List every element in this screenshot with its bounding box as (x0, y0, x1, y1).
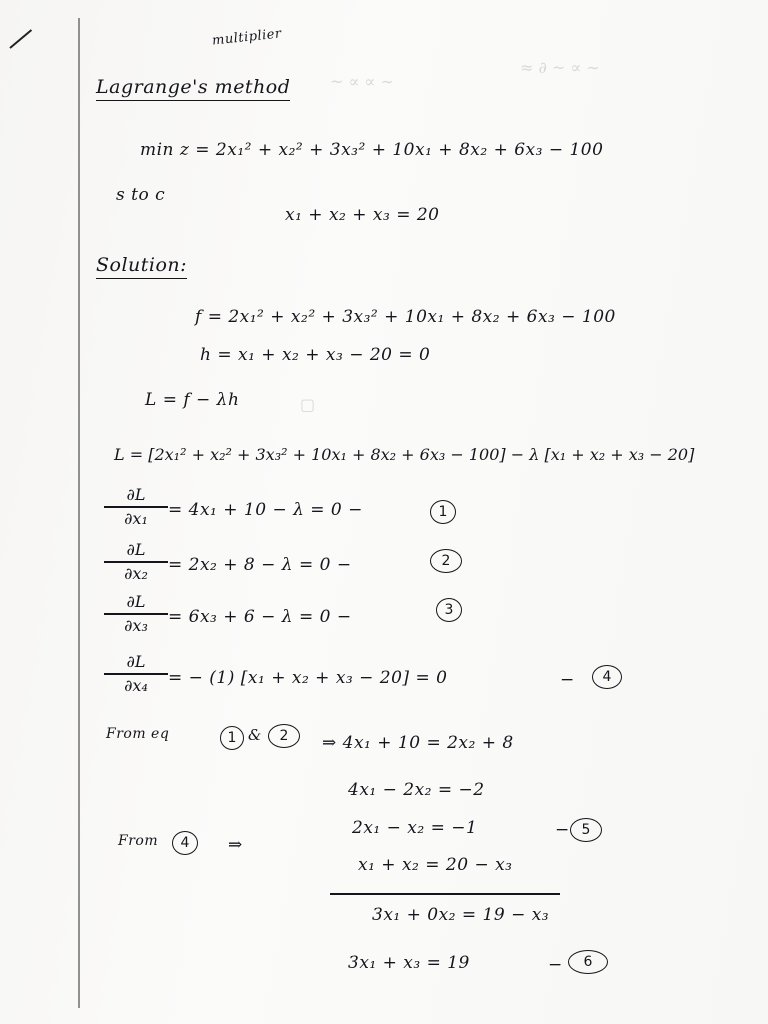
denominator: ∂x₄ (124, 675, 148, 695)
denominator: ∂x₁ (124, 508, 148, 528)
lagrangian-full: L = [2x₁² + x₂² + 3x₃² + 10x₁ + 8x₂ + 6x₃ − 100] − λ [x₁ + x₂ + x₃ − 20] (114, 445, 695, 464)
denominator: ∂x₂ (124, 563, 148, 583)
derivation-step-2: 4x₁ − 2x₂ = −2 (348, 780, 485, 800)
numerator: ∂L (126, 592, 146, 611)
from-label: From (118, 833, 159, 849)
addition-rule (330, 893, 560, 895)
dash: − (555, 820, 570, 840)
fraction-bar (104, 673, 168, 675)
equation-number: 3 (436, 598, 462, 622)
derivation-step-5: 3x₁ + 0x₂ = 19 − x₃ (372, 905, 550, 925)
fraction (104, 652, 168, 696)
constraint: x₁ + x₂ + x₃ = 20 (285, 205, 440, 225)
lagrangian-short: L = f − λh (145, 390, 240, 410)
equation-body: = 4x₁ + 10 − λ = 0 − (168, 500, 363, 520)
fraction-bar (104, 561, 168, 563)
dash: − (548, 955, 563, 975)
bleed-through-text: ~ ∝ ∝ ∼ (330, 72, 394, 91)
solution-label: Solution: (96, 254, 187, 279)
insert-word: multiplier (211, 26, 283, 49)
derivation-step-4: x₁ + x₂ = 20 − x₃ (358, 855, 513, 875)
dash: − (560, 670, 575, 690)
from-eq-label: From eq (106, 726, 170, 742)
fraction (104, 592, 168, 636)
equation-body: = − (1) [x₁ + x₂ + x₃ − 20] = 0 (168, 668, 448, 688)
f-definition: f = 2x₁² + x₂² + 3x₃² + 10x₁ + 8x₂ + 6x₃ − 100 (195, 307, 616, 327)
ref-eq-4: 4 (172, 831, 198, 855)
objective-function: min z = 2x₁² + x₂² + 3x₃² + 10x₁ + 8x₂ + 6x₃ − 100 (140, 140, 604, 160)
fraction-bar (104, 613, 168, 615)
ampersand: & (248, 726, 262, 744)
numerator: ∂L (126, 485, 146, 504)
fraction-bar (104, 506, 168, 508)
corner-tick-mark (9, 29, 32, 49)
ref-eq-1: 1 (220, 726, 244, 750)
bleed-through-box: ▢ (300, 395, 316, 414)
equation-number: 4 (592, 665, 622, 689)
h-definition: h = x₁ + x₂ + x₃ − 20 = 0 (200, 345, 431, 365)
fraction (104, 485, 168, 529)
implies-arrow: ⇒ (228, 835, 243, 855)
numerator: ∂L (126, 540, 146, 559)
equation-number-6: 6 (568, 950, 608, 974)
subject-to-label: s to c (116, 185, 166, 205)
fraction (104, 540, 168, 584)
bleed-through-text: ≈ ∂ ~ ∝ ∼ (520, 58, 600, 77)
equation-body: = 2x₂ + 8 − λ = 0 − (168, 555, 352, 575)
equation-number: 1 (430, 500, 456, 524)
equation-number: 2 (430, 549, 462, 573)
denominator: ∂x₃ (124, 615, 148, 635)
derivation-step-3: 2x₁ − x₂ = −1 (352, 818, 478, 838)
ref-eq-2: 2 (268, 724, 300, 748)
numerator: ∂L (126, 652, 146, 671)
page-title: Lagrange's method (96, 76, 290, 101)
derivation-step-1: ⇒ 4x₁ + 10 = 2x₂ + 8 (322, 733, 514, 753)
equation-number-5: 5 (570, 818, 602, 842)
margin-line (78, 18, 80, 1008)
derivation-step-6: 3x₁ + x₃ = 19 (348, 953, 470, 973)
equation-body: = 6x₃ + 6 − λ = 0 − (168, 607, 352, 627)
